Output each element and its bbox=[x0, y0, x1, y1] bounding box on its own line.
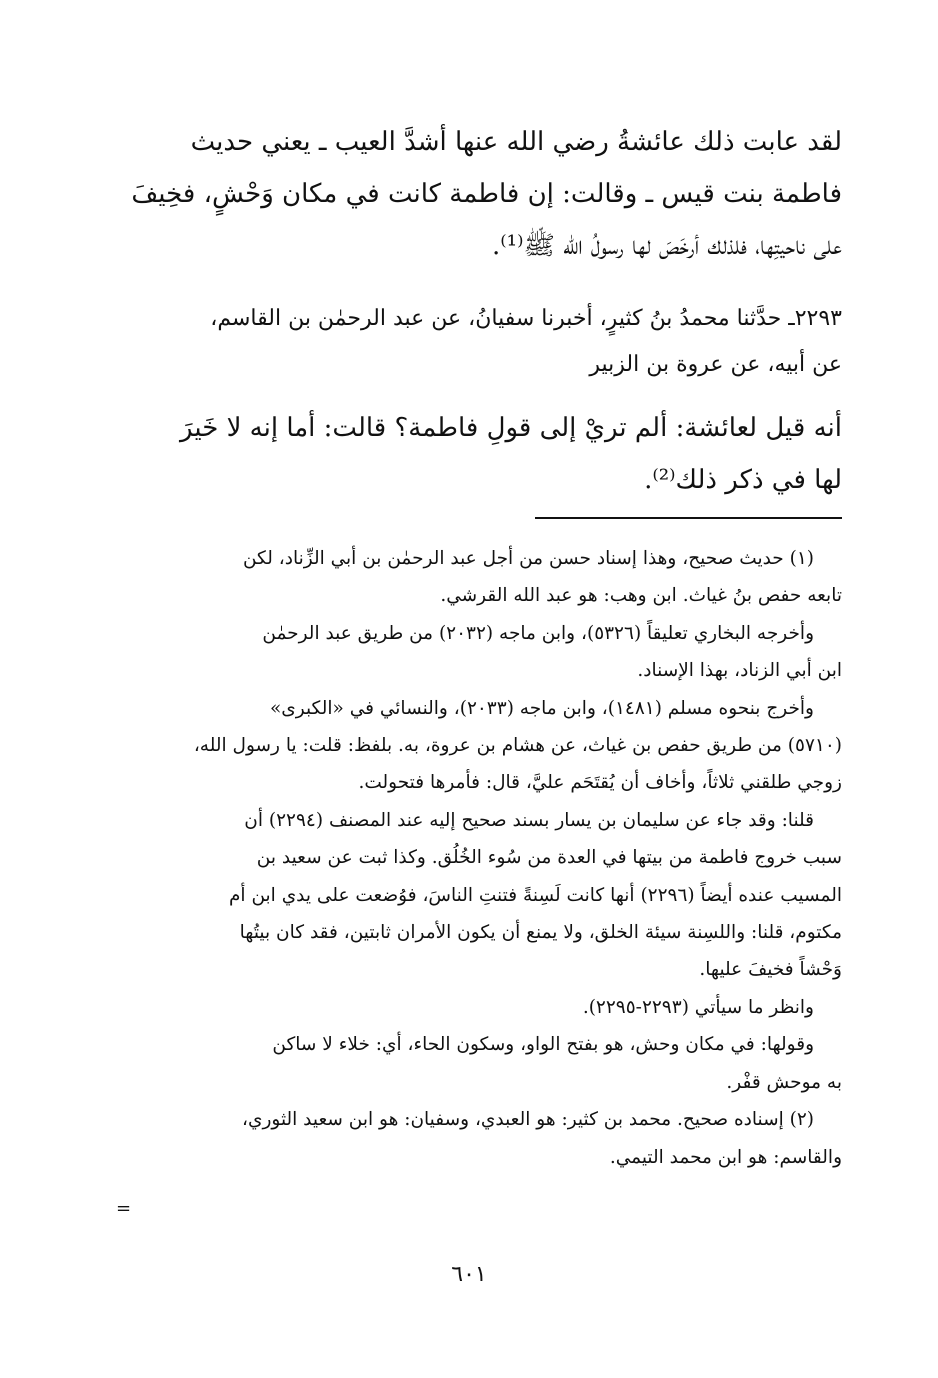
matn-line: لها في ذكر ذلك⁽²⁾. bbox=[644, 465, 842, 495]
matn-line: أنه قيل لعائشة: ألم تريْ إلى قولِ فاطمة؟ قالت: أما إنه لا خَيرَ bbox=[180, 413, 842, 443]
body-line: على ناحيتِها، فلذلك أرخَصَ لها رسولُ الله ﷺ⁽¹⁾. bbox=[491, 231, 842, 261]
footnote-line: (٥٧١٠) من طريق حفص بن غياث، عن هشام بن عروة، به. بلفظ: قلت: يا رسول الله، bbox=[193, 735, 842, 757]
footnote-line: (١) حديث صحيح، وهذا إسناد حسن من أجل عبد الرحمٰن بن أبي الزِّناد، لكن bbox=[242, 548, 814, 569]
isnad-line: ٢٢٩٣ـ حدَّثنا محمدُ بنُ كثيرٍ، أخبرنا سفيانُ، عن عبد الرحمٰن بن القاسم، bbox=[210, 306, 842, 331]
body-paragraph bbox=[128, 116, 842, 272]
footnote-line: وانظر ما سيأتي (٢٢٩٣-٢٢٩٥). bbox=[582, 996, 814, 1018]
footnote-line: وَحْشاً فخيفَ عليها. bbox=[699, 959, 842, 981]
footnote-line: وأخرجه البخاري تعليقاً (٥٣٢٦)، وابن ماجه (٢٠٣٢) من طريق عبد الرحمٰن bbox=[262, 622, 814, 644]
footnote-line: به موحش قفْر. bbox=[726, 1071, 842, 1093]
isnad-line: عن أبيه، عن عروة بن الزبير bbox=[589, 352, 842, 377]
page-number: ٦٠١ bbox=[451, 1262, 487, 1287]
footnote-line: تابعه حفص بنُ غياث. ابن وهب: هو عبد الله القرشي. bbox=[440, 585, 842, 607]
footnote-line: المسيب عنده أيضاً (٢٢٩٦) أنها كانت لَسِنةً فتنتِ الناسَ، فوُضعت على يدي ابن أم bbox=[228, 884, 842, 906]
body-line: لقد عابت ذلك عائشةُ رضي الله عنها أشدَّ العيب ـ يعني حديث bbox=[190, 127, 842, 157]
body-line: فاطمة بنت قيس ـ وقالت: إن فاطمة كانت في مكان وَحْشٍ، فخِيفَ bbox=[131, 179, 842, 209]
footnote-line: ابن أبي الزناد، بهذا الإسناد. bbox=[637, 660, 842, 682]
footnotes bbox=[128, 540, 842, 1176]
footnote-line: زوجي طلقني ثلاثاً، وأخاف أن يُقتَحَم عليَّ، قال: فأمرها فتحولت. bbox=[358, 772, 842, 794]
footnote-line: مكتوم، قلنا: واللسِنة سيئة الخلق، ولا يمنع أن يكون الأمران ثابتين، فقد كان بيتُها bbox=[239, 922, 842, 944]
footnote-line: سبب خروج فاطمة من بيتها في العدة من سُوء الخُلُق. وكذا ثبت عن سعيد بن bbox=[256, 847, 842, 869]
footnote-line: والقاسم: هو ابن محمد التيمي. bbox=[609, 1146, 842, 1168]
footnote-line: (٢) إسناده صحيح. محمد بن كثير: هو العبدي، وسفيان: هو ابن سعيد الثوري، bbox=[242, 1109, 814, 1131]
footnote-line: وأخرج بنحوه مسلم (١٤٨١)، وابن ماجه (٢٠٣٣)، والنسائي في «الكبرى» bbox=[269, 697, 814, 719]
hadith-isnad bbox=[128, 296, 842, 388]
footnote-separator bbox=[535, 517, 842, 519]
hadith-matn bbox=[128, 402, 842, 506]
continuation-mark: = bbox=[116, 1198, 132, 1219]
footnote-line: قلنا: وقد جاء عن سليمان بن يسار بسند صحيح إليه عند المصنف (٢٢٩٤) أن bbox=[244, 809, 814, 831]
footnote-line: وقولها: في مكان وحش، هو بفتح الواو، وسكون الحاء، أي: خلاء لا ساكن bbox=[272, 1034, 814, 1056]
